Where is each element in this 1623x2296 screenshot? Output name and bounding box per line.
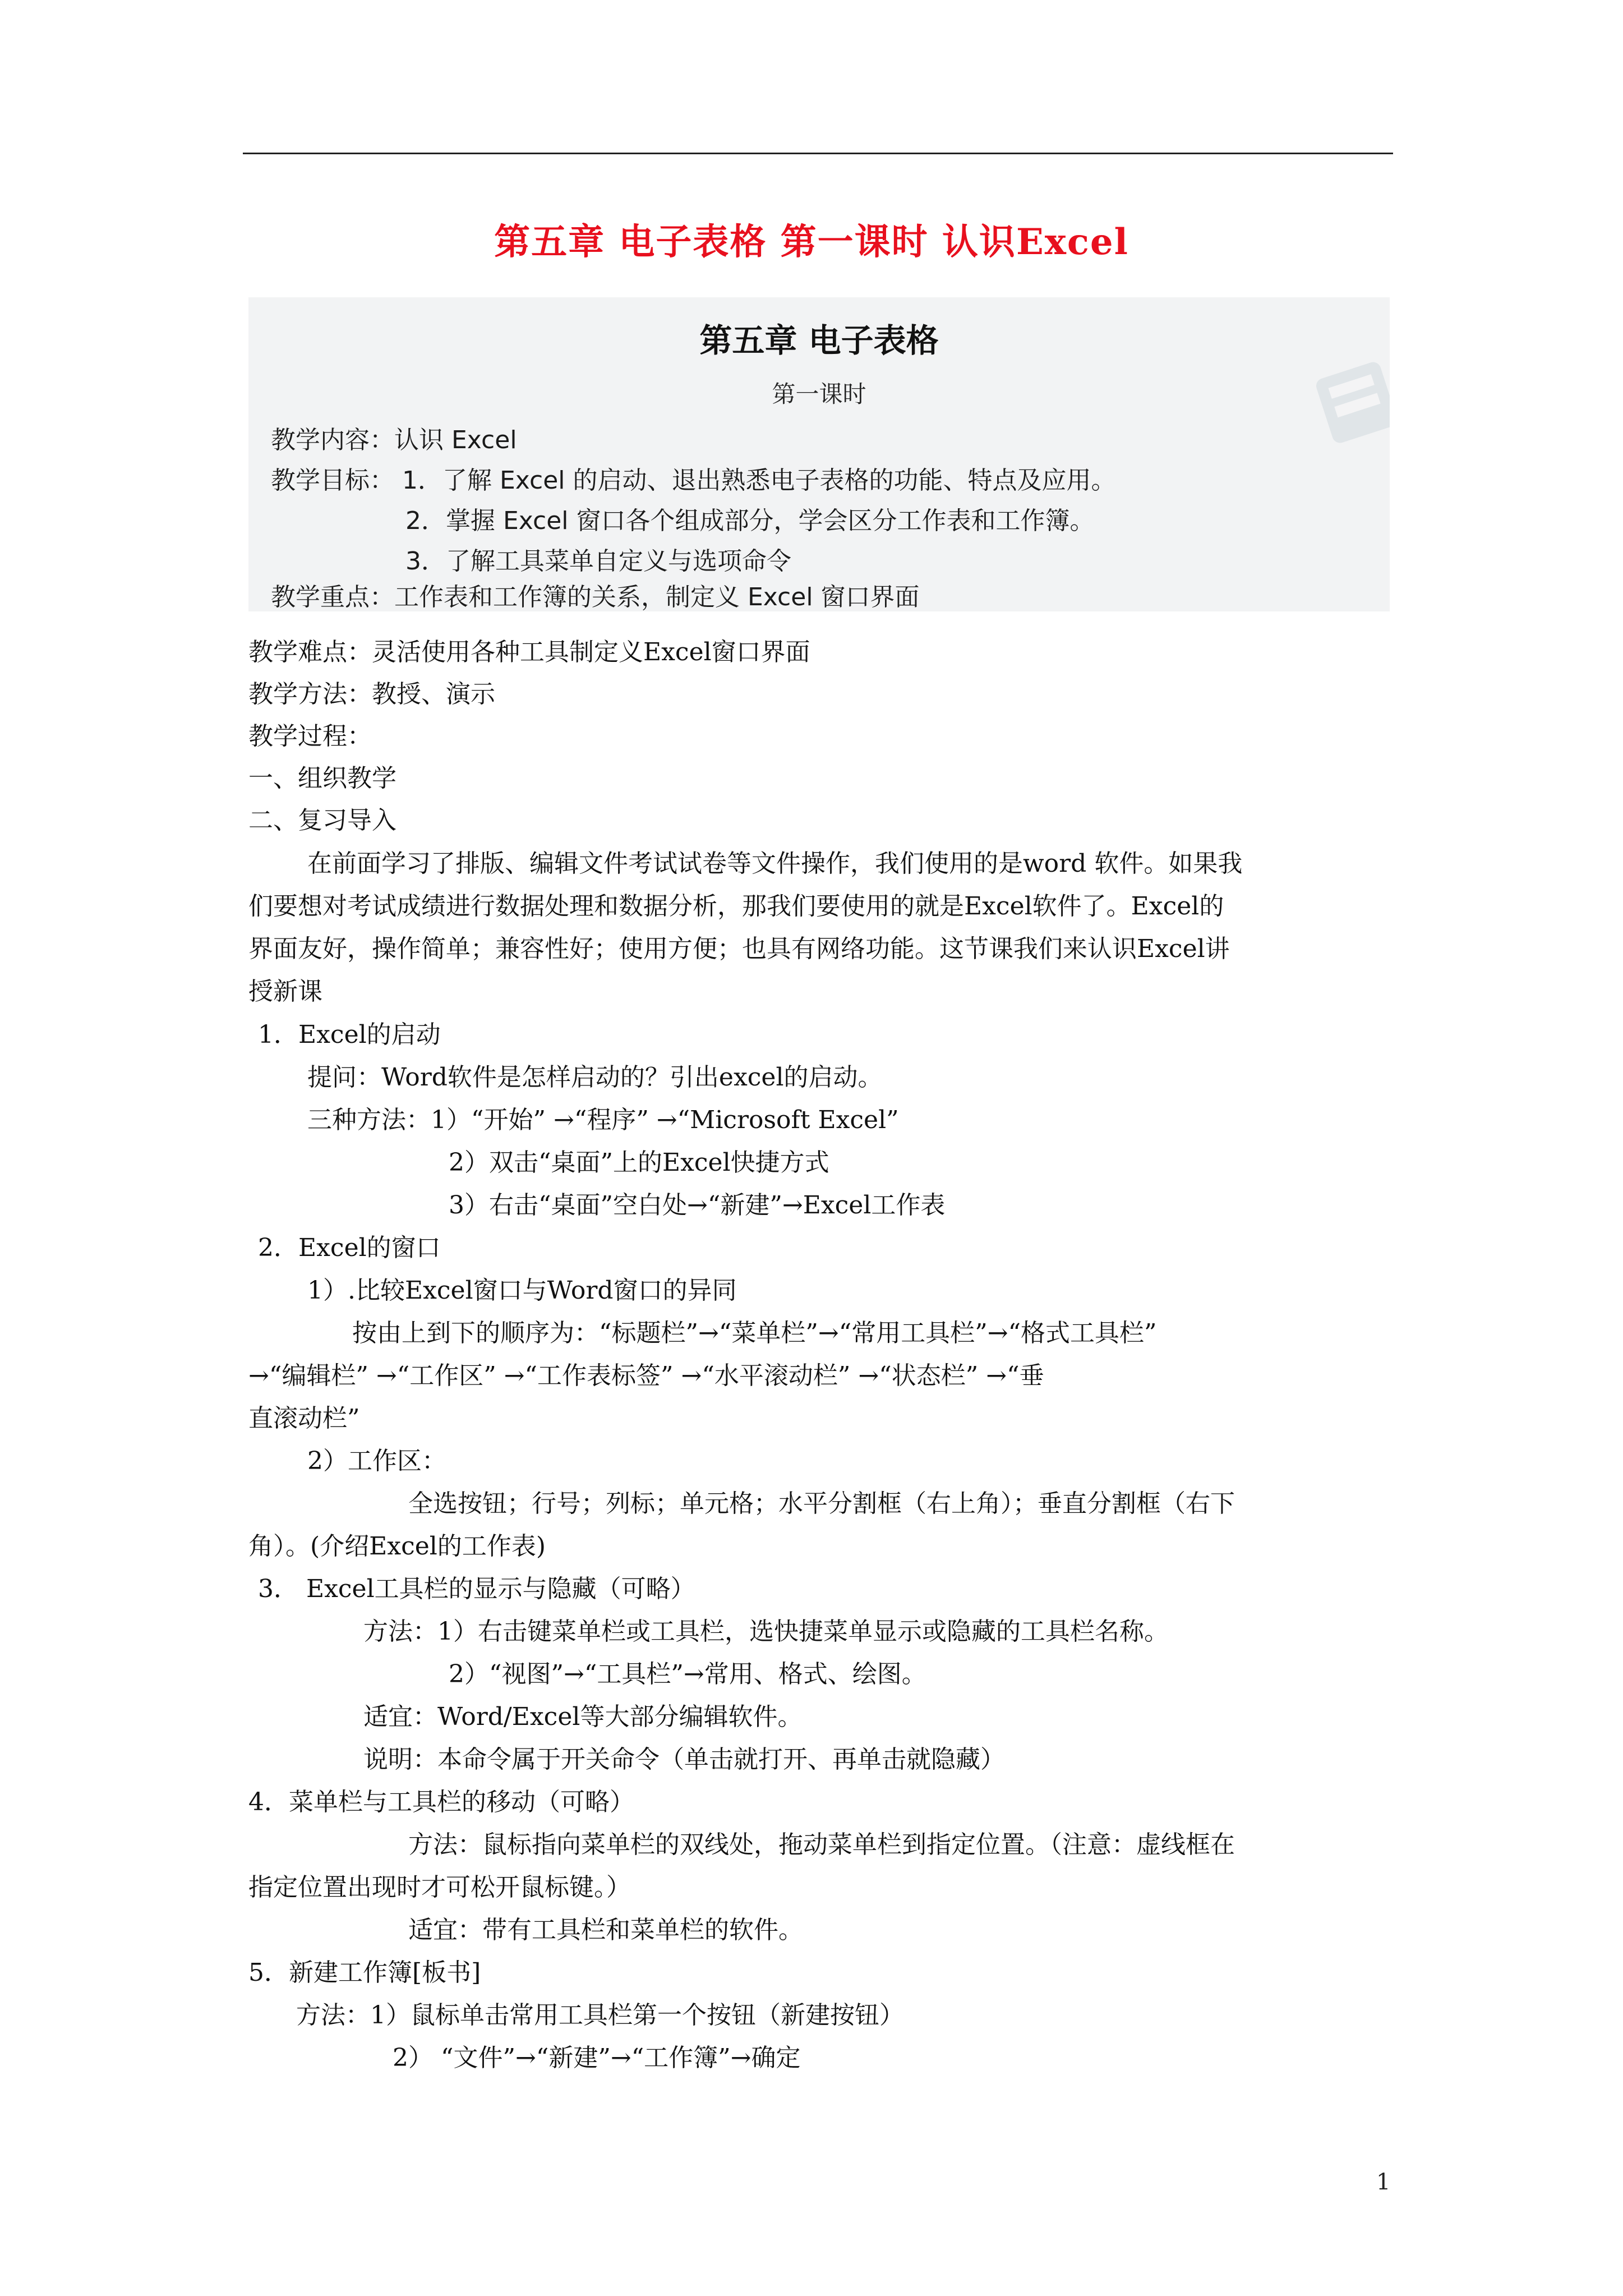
body-line: 2）双击“桌面”上的Excel快捷方式: [449, 1148, 829, 1177]
body-line: 3． Excel工具栏的显示与隐藏（可略）: [258, 1575, 695, 1603]
body-line: 全选按钮；行号；列标；单元格；水平分割框（右上角）；垂直分割框（右下: [408, 1489, 1235, 1518]
body-line: 说明：本命令属于开关命令（单击就打开、再单击就隐藏）: [363, 1745, 1005, 1774]
body-line: 们要想对考试成绩进行数据处理和数据分析，那我们要使用的就是Excel软件了。Excel的: [248, 892, 1224, 921]
body-line: 方法：1）鼠标单击常用工具栏第一个按钮（新建按钮）: [296, 2001, 904, 2030]
body-line: 三种方法：1）“开始” →“程序” →“Microsoft Excel”: [307, 1106, 899, 1134]
body-line: →“编辑栏” →“工作区” →“工作表标签” →“水平滚动栏” →“状态栏” →“垂: [248, 1361, 1044, 1390]
body-line: 指定位置出现时才可松开鼠标键。）: [248, 1873, 631, 1902]
body-line: 界面友好，操作简单；兼容性好；使用方便；也具有网络功能。这节课我们来认识Excel讲: [248, 935, 1230, 963]
body-line: 适宜：带有工具栏和菜单栏的软件。: [408, 1916, 803, 1944]
body-line: 2）工作区：: [307, 1447, 446, 1475]
body-line: 二、复习导入: [248, 806, 396, 835]
body-line: 授新课: [248, 977, 322, 1006]
body-line: 角）。(介绍Excel的工作表): [248, 1532, 546, 1561]
body-line: 方法：鼠标指向菜单栏的双线处，拖动菜单栏到指定位置。（注意：虚线框在: [408, 1830, 1235, 1859]
body-line: 2） “文件”→“新建”→“工作簿”→确定: [393, 2044, 801, 2072]
body-line: 方法：1）右击键菜单栏或工具栏，选快捷菜单显示或隐藏的工具栏名称。: [363, 1617, 1169, 1646]
body-line: 一、组织教学: [248, 764, 396, 793]
image-line: 教学重点：工作表和工作簿的关系，制定义 Excel 窗口界面: [271, 583, 920, 611]
embedded-image: [248, 297, 1390, 611]
body-line: 适宜：Word/Excel等大部分编辑软件。: [363, 1703, 803, 1731]
image-line: 3．了解工具菜单自定义与选项命令: [405, 547, 791, 576]
body-line: 2）“视图”→“工具栏”→常用、格式、绘图。: [449, 1660, 926, 1688]
body-line: 直滚动栏”: [248, 1404, 360, 1433]
image-line: 教学内容：认识 Excel: [271, 426, 517, 454]
image-line: 教学目标： 1．了解 Excel 的启动、退出熟悉电子表格的功能、特点及应用。: [271, 466, 1116, 495]
body-line: 教学过程：: [248, 722, 372, 751]
body-line: 在前面学习了排版、编辑文件考试试卷等文件操作，我们使用的是word 软件。如果我: [307, 849, 1243, 878]
document-title: 第五章 电子表格 第一课时 认识Excel: [494, 221, 1129, 263]
page-number: 1: [1376, 2169, 1391, 2195]
body-line: 2．Excel的窗口: [258, 1234, 441, 1262]
image-line: 2．掌握 Excel 窗口各个组成部分，学会区分工作表和工作簿。: [405, 507, 1095, 535]
body-line: 3）右击“桌面”空白处→“新建”→Excel工作表: [449, 1191, 946, 1220]
body-line: 4．菜单栏与工具栏的移动（可略）: [248, 1788, 634, 1816]
body-line: 教学方法：教授、演示: [248, 680, 495, 708]
body-line: 5．新建工作簿[板书]: [248, 1958, 481, 1987]
image-heading: 第五章 电子表格: [699, 321, 939, 360]
image-subheading: 第一课时: [772, 380, 866, 408]
header-rule: [243, 153, 1393, 154]
body-line: 按由上到下的顺序为：“标题栏”→“菜单栏”→“常用工具栏”→“格式工具栏”: [352, 1319, 1157, 1347]
body-line: 教学难点：灵活使用各种工具制定义Excel窗口界面: [248, 638, 810, 666]
body-line: 1．Excel的启动: [258, 1020, 441, 1049]
body-line: 提问：Word软件是怎样启动的？引出excel的启动。: [307, 1063, 883, 1092]
body-line: 1）.比较Excel窗口与Word窗口的异同: [307, 1276, 737, 1305]
